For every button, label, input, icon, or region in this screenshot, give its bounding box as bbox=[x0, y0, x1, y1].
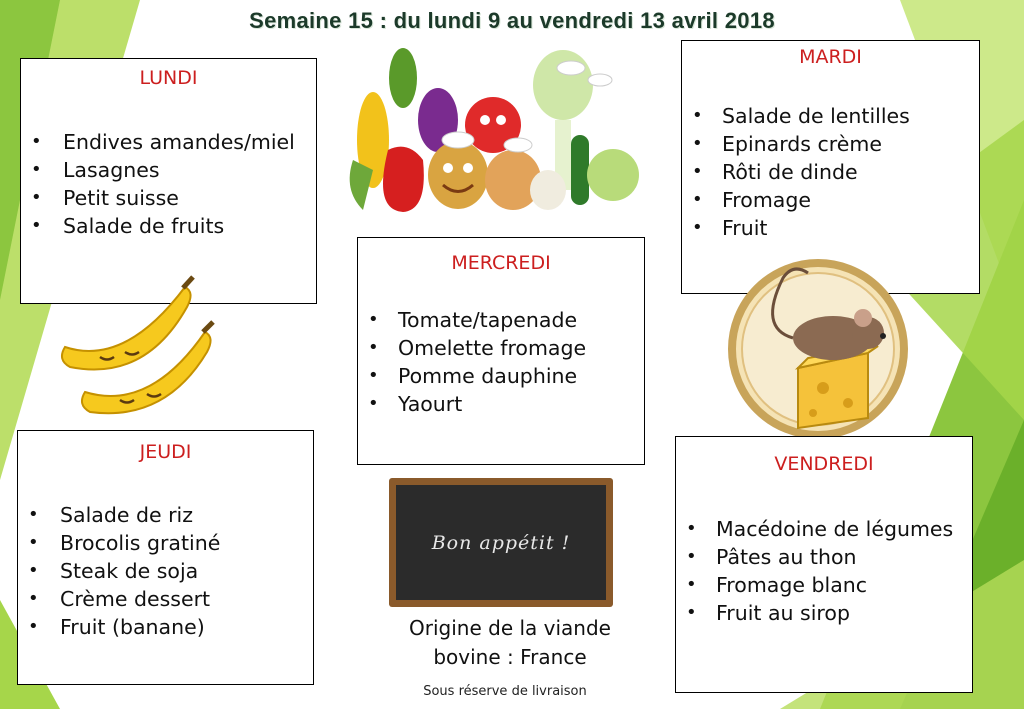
menu-item: • Yaourt bbox=[358, 390, 644, 418]
meat-origin-note bbox=[360, 614, 660, 672]
delivery-disclaimer: Sous réserve de livraison bbox=[423, 684, 587, 699]
menu-list bbox=[21, 128, 316, 240]
menu-item: • Brocolis gratiné bbox=[18, 529, 313, 557]
chalkboard-surface bbox=[396, 485, 606, 600]
chalkboard-text: Bon appétit ! bbox=[431, 531, 571, 554]
menu-item: • Salade de lentilles bbox=[682, 102, 979, 130]
menu-item: • Steak de soja bbox=[18, 557, 313, 585]
day-heading: MERCREDI bbox=[451, 252, 551, 274]
day-heading: MARDI bbox=[799, 46, 862, 68]
menu-item: • Crème dessert bbox=[18, 585, 313, 613]
day-heading: VENDREDI bbox=[774, 453, 874, 475]
menu-item: • Pomme dauphine bbox=[358, 362, 644, 390]
menu-item: • Fruit au sirop bbox=[676, 599, 972, 627]
day-card-mardi bbox=[681, 40, 980, 294]
page-title: Semaine 15 : du lundi 9 au vendredi 13 avril 2018 bbox=[249, 8, 775, 33]
menu-item: • Omelette fromage bbox=[358, 334, 644, 362]
menu-item: • Fromage bbox=[682, 186, 979, 214]
chalkboard-illustration bbox=[389, 478, 613, 607]
menu-item: • Lasagnes bbox=[21, 156, 316, 184]
menu-item: • Salade de riz bbox=[18, 501, 313, 529]
menu-item: • Fruit bbox=[682, 214, 979, 242]
menu-list bbox=[682, 102, 979, 242]
menu-item: • Salade de fruits bbox=[21, 212, 316, 240]
day-heading: LUNDI bbox=[139, 67, 198, 89]
day-card-mercredi bbox=[357, 237, 645, 465]
origin-line-2: bovine : France bbox=[433, 645, 587, 669]
menu-item: • Fromage blanc bbox=[676, 571, 972, 599]
menu-item: • Pâtes au thon bbox=[676, 543, 972, 571]
vegetables-illustration bbox=[333, 40, 643, 215]
day-card-vendredi bbox=[675, 436, 973, 693]
menu-item: • Endives amandes/miel bbox=[21, 128, 316, 156]
mouse-cheese-illustration bbox=[728, 258, 908, 440]
day-heading: JEUDI bbox=[139, 441, 192, 463]
menu-list bbox=[18, 501, 313, 641]
menu-item: • Rôti de dinde bbox=[682, 158, 979, 186]
menu-list bbox=[358, 306, 644, 418]
day-card-lundi bbox=[20, 58, 317, 304]
bananas-illustration bbox=[55, 272, 220, 422]
origin-line-1: Origine de la viande bbox=[409, 616, 611, 640]
menu-item: • Epinards crème bbox=[682, 130, 979, 158]
menu-item: • Tomate/tapenade bbox=[358, 306, 644, 334]
menu-item: • Petit suisse bbox=[21, 184, 316, 212]
menu-list bbox=[676, 515, 972, 627]
menu-item: • Macédoine de légumes bbox=[676, 515, 972, 543]
day-card-jeudi bbox=[17, 430, 314, 685]
menu-item: • Fruit (banane) bbox=[18, 613, 313, 641]
